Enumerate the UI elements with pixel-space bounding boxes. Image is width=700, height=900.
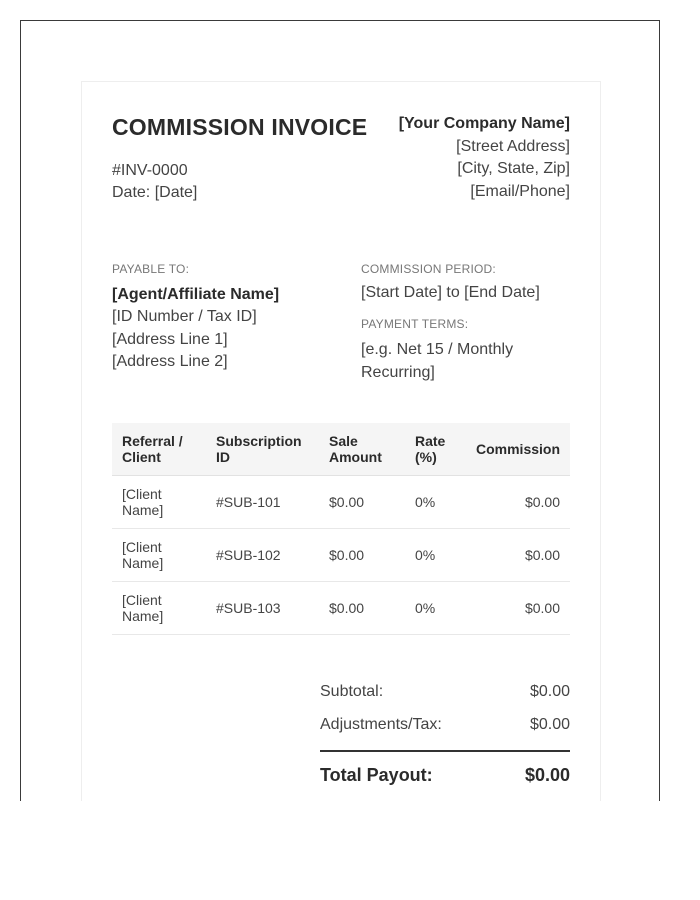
adjustments-row <box>320 716 570 736</box>
total-payout-label: Total Payout: <box>320 765 433 785</box>
header-commission: Commission <box>466 423 570 476</box>
payment-terms-label: PAYMENT TERMS: <box>361 317 469 331</box>
commission-table <box>112 423 570 635</box>
header-sale-amount: Sale Amount <box>319 423 405 476</box>
total-payout-value: $0.00 <box>524 765 570 785</box>
payment-terms-value: [e.g. Net 15 / Monthly Recurring] <box>361 341 514 381</box>
agent-id: [ID Number / Tax ID] <box>112 308 257 326</box>
total-divider <box>320 750 570 752</box>
invoice-title: COMMISSION INVOICE <box>112 114 368 140</box>
cell-commission: $0.00 <box>466 529 570 582</box>
payable-to-block <box>112 284 279 373</box>
payable-to-label: PAYABLE TO: <box>112 262 190 276</box>
cell-rate: 0% <box>405 476 466 529</box>
subtotal-label: Subtotal: <box>320 683 384 700</box>
adjustments-label: Adjustments/Tax: <box>320 716 442 733</box>
company-name: [Your Company Name] <box>398 115 570 132</box>
cell-sale-amount: $0.00 <box>319 582 405 635</box>
cell-commission: $0.00 <box>466 582 570 635</box>
table-row <box>112 529 570 582</box>
commission-period-value: [Start Date] to [End Date] <box>361 284 540 301</box>
agent-address-line-2: [Address Line 2] <box>112 352 228 370</box>
table-header-row <box>112 423 570 476</box>
commission-period-label: COMMISSION PERIOD: <box>361 262 496 276</box>
header-rate: Rate (%) <box>405 423 466 476</box>
adjustments-value: $0.00 <box>529 716 570 733</box>
cell-sale-amount: $0.00 <box>319 476 405 529</box>
cell-rate: 0% <box>405 529 466 582</box>
table-row <box>112 476 570 529</box>
header-subscription-id: Subscription ID <box>206 423 319 476</box>
cell-subscription-id: #SUB-103 <box>206 582 319 635</box>
cell-client: [Client Name] <box>112 476 206 529</box>
subtotal-value: $0.00 <box>529 683 570 700</box>
company-contact: [Email/Phone] <box>470 182 570 200</box>
cell-client: [Client Name] <box>112 582 206 635</box>
header-referral-client: Referral / Client <box>112 423 206 476</box>
subtotal-row <box>320 683 570 703</box>
cell-subscription-id: #SUB-102 <box>206 529 319 582</box>
cell-client: [Client Name] <box>112 529 206 582</box>
total-payout-row <box>320 765 570 787</box>
invoice-number: #INV-0000 <box>112 162 188 179</box>
invoice-date: Date: [Date] <box>112 184 198 201</box>
company-block <box>399 113 570 203</box>
agent-address-line-1: [Address Line 1] <box>112 330 228 348</box>
cell-subscription-id: #SUB-101 <box>206 476 319 529</box>
cell-rate: 0% <box>405 582 466 635</box>
agent-name: [Agent/Affiliate Name] <box>112 286 280 303</box>
cell-commission: $0.00 <box>466 476 570 529</box>
cell-sale-amount: $0.00 <box>319 529 405 582</box>
company-city: [City, State, Zip] <box>457 160 570 177</box>
table-row <box>112 582 570 635</box>
company-street: [Street Address] <box>456 137 570 155</box>
